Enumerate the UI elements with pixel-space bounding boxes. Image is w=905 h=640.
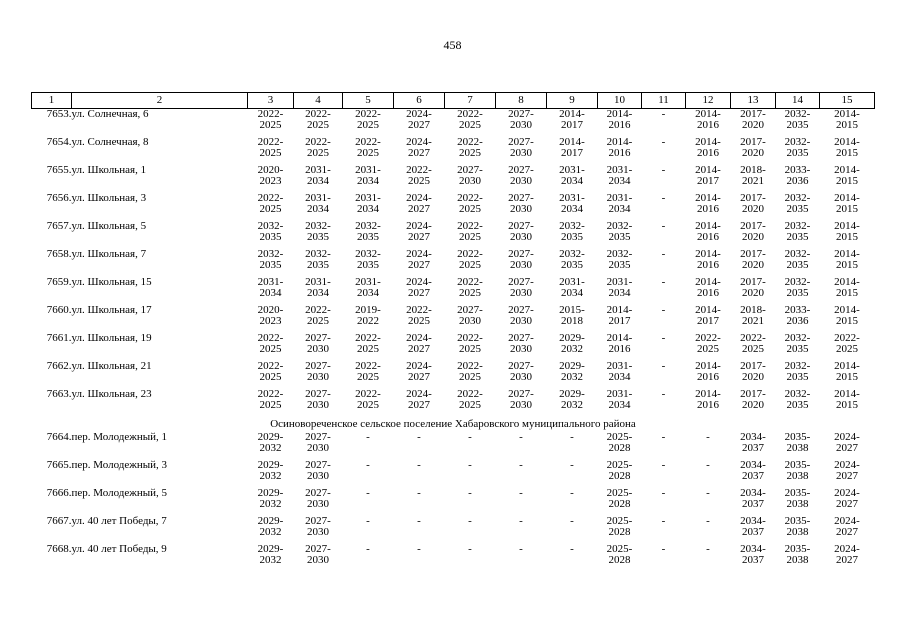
period-cell: -: [468, 487, 472, 499]
period-cell: 2022- 2025: [257, 360, 284, 383]
period-cell: 2014- 2016: [606, 108, 633, 131]
period-cell: 2027- 2030: [508, 332, 534, 355]
period-cell: 2025- 2028: [606, 431, 633, 454]
period-cell: 2029- 2032: [257, 459, 284, 482]
table-row: [32, 333, 875, 361]
period-cell: 2032- 2035: [784, 248, 811, 271]
period-cell: 2032- 2035: [305, 248, 331, 271]
period-cell: -: [661, 304, 666, 316]
period-cell: -: [366, 487, 370, 499]
period-cell: 2014- 2017: [559, 136, 585, 159]
period-cell: 2020- 2023: [257, 164, 284, 187]
period-cell: -: [661, 108, 666, 120]
period-cell: -: [366, 515, 370, 527]
period-cell: -: [570, 515, 574, 527]
period-cell: -: [417, 459, 421, 471]
period-cell: 2029- 2032: [257, 515, 284, 538]
column-header-11: 11: [642, 93, 686, 109]
section-row: [32, 417, 875, 432]
row-number: 7656.: [46, 192, 72, 204]
row-number: 7667.: [46, 515, 72, 527]
period-cell: 2031- 2034: [355, 192, 381, 215]
period-cell: 2029- 2032: [559, 360, 585, 383]
period-cell: 2014- 2015: [834, 108, 860, 131]
period-cell: -: [519, 431, 523, 443]
table-row: [32, 221, 875, 249]
period-cell: 2024- 2027: [834, 431, 860, 454]
address-cell: ул. Школьная, 3: [71, 192, 147, 204]
period-cell: 2027- 2030: [457, 164, 483, 187]
period-cell: 2035- 2038: [784, 515, 811, 538]
period-cell: 2024- 2027: [406, 220, 432, 243]
period-cell: -: [366, 431, 370, 443]
period-cell: 2015- 2018: [559, 304, 585, 327]
period-cell: -: [519, 459, 523, 471]
period-cell: -: [706, 459, 710, 471]
period-cell: -: [661, 431, 666, 443]
period-cell: 2022- 2025: [457, 332, 483, 355]
period-cell: 2014- 2016: [695, 276, 721, 299]
period-cell: -: [661, 388, 666, 400]
period-cell: 2014- 2017: [559, 108, 585, 131]
section-title: Осиновореченское сельское поселение Хабаровского муниципального района: [270, 418, 636, 430]
period-cell: 2027- 2030: [508, 192, 534, 215]
period-cell: 2022- 2025: [355, 360, 381, 383]
period-cell: 2022- 2025: [355, 332, 381, 355]
period-cell: -: [468, 459, 472, 471]
period-cell: 2025- 2028: [606, 487, 633, 510]
period-cell: 2035- 2038: [784, 431, 811, 454]
period-cell: 2024- 2027: [406, 248, 432, 271]
row-number: 7654.: [46, 136, 72, 148]
period-cell: 2014- 2015: [834, 360, 860, 383]
column-header-14: 14: [776, 93, 820, 109]
period-cell: 2022- 2025: [457, 220, 483, 243]
table-row: [32, 137, 875, 165]
period-cell: -: [661, 332, 666, 344]
period-cell: -: [417, 487, 421, 499]
column-header-3: 3: [248, 93, 294, 109]
column-header-7: 7: [445, 93, 496, 109]
period-cell: 2031- 2034: [257, 276, 284, 299]
period-cell: 2035- 2038: [784, 543, 811, 566]
period-cell: 2014- 2015: [834, 220, 860, 243]
period-cell: 2031- 2034: [305, 164, 331, 187]
period-cell: -: [661, 515, 666, 527]
period-cell: 2031- 2034: [606, 192, 633, 215]
address-cell: ул. 40 лет Победы, 9: [71, 543, 167, 555]
row-number: 7664.: [46, 431, 72, 443]
period-cell: 2031- 2034: [559, 276, 585, 299]
period-cell: 2025- 2028: [606, 543, 633, 566]
period-cell: 2027- 2030: [305, 360, 331, 383]
period-cell: 2027- 2030: [508, 136, 534, 159]
period-cell: -: [706, 515, 710, 527]
period-cell: -: [706, 431, 710, 443]
period-cell: 2024- 2027: [406, 108, 432, 131]
page-number: 458: [443, 38, 462, 52]
period-cell: 2032- 2035: [257, 248, 284, 271]
period-cell: 2035- 2038: [784, 487, 811, 510]
table-row: [32, 460, 875, 488]
address-cell: ул. Школьная, 1: [71, 164, 147, 176]
table-row: [32, 165, 875, 193]
period-cell: -: [468, 431, 472, 443]
address-cell: ул. Школьная, 17: [71, 304, 152, 316]
period-cell: 2022- 2025: [355, 108, 381, 131]
period-cell: 2027- 2030: [508, 360, 534, 383]
period-cell: 2017- 2020: [740, 248, 766, 271]
period-cell: 2024- 2027: [406, 360, 432, 383]
period-cell: -: [706, 543, 710, 555]
period-cell: 2022- 2025: [457, 136, 483, 159]
period-cell: 2017- 2020: [740, 192, 766, 215]
period-cell: 2024- 2027: [834, 515, 860, 538]
period-cell: 2035- 2038: [784, 459, 811, 482]
address-cell: ул. Солнечная, 6: [71, 108, 149, 120]
period-cell: 2014- 2016: [695, 388, 721, 411]
period-cell: -: [366, 543, 370, 555]
address-cell: ул. Школьная, 23: [71, 388, 152, 400]
period-cell: 2022- 2025: [257, 332, 284, 355]
period-cell: 2032- 2035: [784, 388, 811, 411]
period-cell: 2017- 2020: [740, 108, 766, 131]
table-row: [32, 516, 875, 544]
period-cell: 2019- 2022: [355, 304, 381, 327]
period-cell: 2014- 2015: [834, 248, 860, 271]
period-cell: 2027- 2030: [305, 459, 331, 482]
period-cell: 2024- 2027: [406, 276, 432, 299]
row-number: 7668.: [46, 543, 72, 555]
period-cell: -: [468, 515, 472, 527]
period-cell: 2022- 2025: [834, 332, 860, 355]
period-cell: 2029- 2032: [257, 431, 284, 454]
period-cell: 2022- 2025: [457, 276, 483, 299]
table-row: [32, 249, 875, 277]
address-cell: ул. Школьная, 19: [71, 332, 152, 344]
period-cell: 2027- 2030: [508, 108, 534, 131]
period-cell: 2027- 2030: [508, 276, 534, 299]
period-cell: 2034- 2037: [740, 515, 766, 538]
period-cell: 2031- 2034: [606, 164, 633, 187]
period-cell: 2022- 2025: [305, 304, 331, 327]
period-cell: 2014- 2016: [606, 136, 633, 159]
period-cell: 2032- 2035: [559, 248, 585, 271]
period-cell: 2027- 2030: [305, 543, 331, 566]
period-cell: 2018- 2021: [740, 304, 766, 327]
period-cell: 2022- 2025: [355, 388, 381, 411]
row-number: 7653.: [46, 108, 72, 120]
period-cell: 2027- 2030: [508, 164, 534, 187]
period-cell: 2017- 2020: [740, 388, 766, 411]
period-cell: 2032- 2035: [784, 108, 811, 131]
period-cell: -: [661, 459, 666, 471]
period-cell: 2014- 2017: [695, 304, 721, 327]
period-cell: 2014- 2016: [695, 220, 721, 243]
address-cell: ул. Школьная, 15: [71, 276, 152, 288]
period-cell: 2018- 2021: [740, 164, 766, 187]
period-cell: -: [661, 192, 666, 204]
period-cell: 2031- 2034: [305, 276, 331, 299]
period-cell: -: [661, 136, 666, 148]
column-header-10: 10: [598, 93, 642, 109]
period-cell: 2032- 2035: [784, 276, 811, 299]
period-cell: 2024- 2027: [406, 192, 432, 215]
period-cell: 2032- 2035: [606, 220, 633, 243]
period-cell: 2024- 2027: [406, 332, 432, 355]
period-cell: 2032- 2035: [559, 220, 585, 243]
period-cell: -: [661, 248, 666, 260]
column-header-5: 5: [343, 93, 394, 109]
period-cell: 2032- 2035: [305, 220, 331, 243]
period-cell: 2022- 2025: [740, 332, 766, 355]
period-cell: 2024- 2027: [406, 388, 432, 411]
period-cell: -: [570, 431, 574, 443]
period-cell: 2032- 2035: [355, 220, 381, 243]
period-cell: 2024- 2027: [834, 459, 860, 482]
period-cell: 2029- 2032: [257, 487, 284, 510]
column-header-1: 1: [32, 93, 72, 109]
period-cell: 2014- 2017: [695, 164, 721, 187]
period-cell: 2014- 2015: [834, 388, 860, 411]
period-cell: 2014- 2016: [695, 192, 721, 215]
period-cell: -: [661, 164, 666, 176]
column-header-9: 9: [547, 93, 598, 109]
period-cell: 2031- 2034: [606, 388, 633, 411]
period-cell: -: [519, 487, 523, 499]
row-number: 7659.: [46, 276, 72, 288]
period-cell: 2032- 2035: [784, 192, 811, 215]
address-cell: ул. Школьная, 5: [71, 220, 147, 232]
period-cell: -: [661, 487, 666, 499]
period-cell: 2014- 2015: [834, 164, 860, 187]
period-cell: 2027- 2030: [305, 332, 331, 355]
period-cell: 2022- 2025: [257, 192, 284, 215]
period-cell: 2029- 2032: [257, 543, 284, 566]
period-cell: 2024- 2027: [406, 136, 432, 159]
column-header-12: 12: [686, 93, 731, 109]
period-cell: 2027- 2030: [305, 388, 331, 411]
period-cell: 2032- 2035: [257, 220, 284, 243]
row-number: 7660.: [46, 304, 72, 316]
period-cell: -: [706, 487, 710, 499]
row-number: 7666.: [46, 487, 72, 499]
period-cell: 2031- 2034: [606, 276, 633, 299]
period-cell: -: [661, 360, 666, 372]
period-cell: 2014- 2016: [695, 108, 721, 131]
address-cell: пер. Молодежный, 5: [71, 487, 168, 499]
period-cell: 2031- 2034: [606, 360, 633, 383]
period-cell: -: [570, 543, 574, 555]
period-cell: 2014- 2015: [834, 276, 860, 299]
period-cell: -: [570, 487, 574, 499]
period-cell: 2031- 2034: [559, 192, 585, 215]
period-cell: 2017- 2020: [740, 276, 766, 299]
period-cell: 2014- 2016: [695, 136, 721, 159]
period-cell: 2027- 2030: [457, 304, 483, 327]
period-cell: 2014- 2015: [834, 136, 860, 159]
header-row: [32, 93, 875, 109]
period-cell: 2032- 2035: [784, 332, 811, 355]
period-cell: 2025- 2028: [606, 459, 633, 482]
table-row: [32, 361, 875, 389]
period-cell: 2027- 2030: [305, 515, 331, 538]
period-cell: 2022- 2025: [695, 332, 721, 355]
column-header-6: 6: [394, 93, 445, 109]
period-cell: 2032- 2035: [355, 248, 381, 271]
period-cell: -: [661, 276, 666, 288]
row-number: 7665.: [46, 459, 72, 471]
period-cell: 2014- 2016: [695, 360, 721, 383]
row-number: 7655.: [46, 164, 72, 176]
column-header-8: 8: [496, 93, 547, 109]
period-cell: 2031- 2034: [355, 164, 381, 187]
period-cell: 2022- 2025: [355, 136, 381, 159]
period-cell: 2027- 2030: [508, 220, 534, 243]
address-cell: пер. Молодежный, 1: [71, 431, 168, 443]
address-cell: ул. 40 лет Победы, 7: [71, 515, 167, 527]
period-cell: -: [468, 543, 472, 555]
address-cell: пер. Молодежный, 3: [71, 459, 168, 471]
period-cell: 2022- 2025: [406, 164, 432, 187]
period-cell: -: [417, 543, 421, 555]
period-cell: 2034- 2037: [740, 431, 766, 454]
period-cell: 2022- 2025: [457, 388, 483, 411]
table-row: [32, 193, 875, 221]
period-cell: -: [366, 459, 370, 471]
period-cell: -: [417, 431, 421, 443]
period-cell: 2014- 2017: [606, 304, 633, 327]
table-row: [32, 544, 875, 572]
period-cell: 2014- 2015: [834, 304, 860, 327]
period-cell: 2014- 2016: [606, 332, 633, 355]
period-cell: 2027- 2030: [508, 304, 534, 327]
period-cell: 2034- 2037: [740, 459, 766, 482]
row-number: 7661.: [46, 332, 72, 344]
period-cell: -: [570, 459, 574, 471]
period-cell: 2017- 2020: [740, 136, 766, 159]
period-cell: -: [519, 543, 523, 555]
period-cell: 2022- 2025: [457, 248, 483, 271]
column-header-13: 13: [731, 93, 776, 109]
period-cell: -: [519, 515, 523, 527]
period-cell: 2031- 2034: [305, 192, 331, 215]
period-cell: -: [661, 220, 666, 232]
column-header-4: 4: [294, 93, 343, 109]
period-cell: -: [661, 543, 666, 555]
column-header-2: 2: [72, 93, 248, 109]
period-cell: 2024- 2027: [834, 543, 860, 566]
column-header-15: 15: [820, 93, 875, 109]
period-cell: 2029- 2032: [559, 388, 585, 411]
period-cell: 2022- 2025: [257, 108, 284, 131]
period-cell: 2014- 2016: [695, 248, 721, 271]
table-row: [32, 305, 875, 333]
period-cell: 2027- 2030: [305, 431, 331, 454]
period-cell: 2027- 2030: [508, 248, 534, 271]
row-number: 7663.: [46, 388, 72, 400]
table-row: [32, 432, 875, 460]
address-cell: ул. Школьная, 21: [71, 360, 152, 372]
period-cell: 2024- 2027: [834, 487, 860, 510]
period-cell: 2032- 2035: [606, 248, 633, 271]
period-cell: 2027- 2030: [508, 388, 534, 411]
address-cell: ул. Школьная, 7: [71, 248, 147, 260]
row-number: 7657.: [46, 220, 72, 232]
period-cell: 2022- 2025: [457, 360, 483, 383]
period-cell: 2033- 2036: [784, 304, 811, 327]
period-cell: 2032- 2035: [784, 360, 811, 383]
table-row: [32, 488, 875, 516]
period-cell: 2025- 2028: [606, 515, 633, 538]
period-cell: 2032- 2035: [784, 220, 811, 243]
period-cell: -: [417, 515, 421, 527]
period-cell: 2022- 2025: [257, 388, 284, 411]
row-number: 7662.: [46, 360, 72, 372]
period-cell: 2020- 2023: [257, 304, 284, 327]
period-cell: 2034- 2037: [740, 487, 766, 510]
period-cell: 2027- 2030: [305, 487, 331, 510]
period-cell: 2031- 2034: [559, 164, 585, 187]
period-cell: 2034- 2037: [740, 543, 766, 566]
row-number: 7658.: [46, 248, 72, 260]
table-row: [32, 389, 875, 417]
period-cell: 2022- 2025: [305, 136, 331, 159]
period-cell: 2022- 2025: [305, 108, 331, 131]
data-table: [31, 92, 875, 572]
address-cell: ул. Солнечная, 8: [71, 136, 149, 148]
period-cell: 2017- 2020: [740, 220, 766, 243]
period-cell: 2032- 2035: [784, 136, 811, 159]
period-cell: 2031- 2034: [355, 276, 381, 299]
table-row: [32, 277, 875, 305]
period-cell: 2029- 2032: [559, 332, 585, 355]
period-cell: 2014- 2015: [834, 192, 860, 215]
period-cell: 2022- 2025: [457, 108, 483, 131]
period-cell: 2022- 2025: [406, 304, 432, 327]
period-cell: 2022- 2025: [457, 192, 483, 215]
period-cell: 2017- 2020: [740, 360, 766, 383]
period-cell: 2033- 2036: [784, 164, 811, 187]
period-cell: 2022- 2025: [257, 136, 284, 159]
table-row: [32, 109, 875, 138]
